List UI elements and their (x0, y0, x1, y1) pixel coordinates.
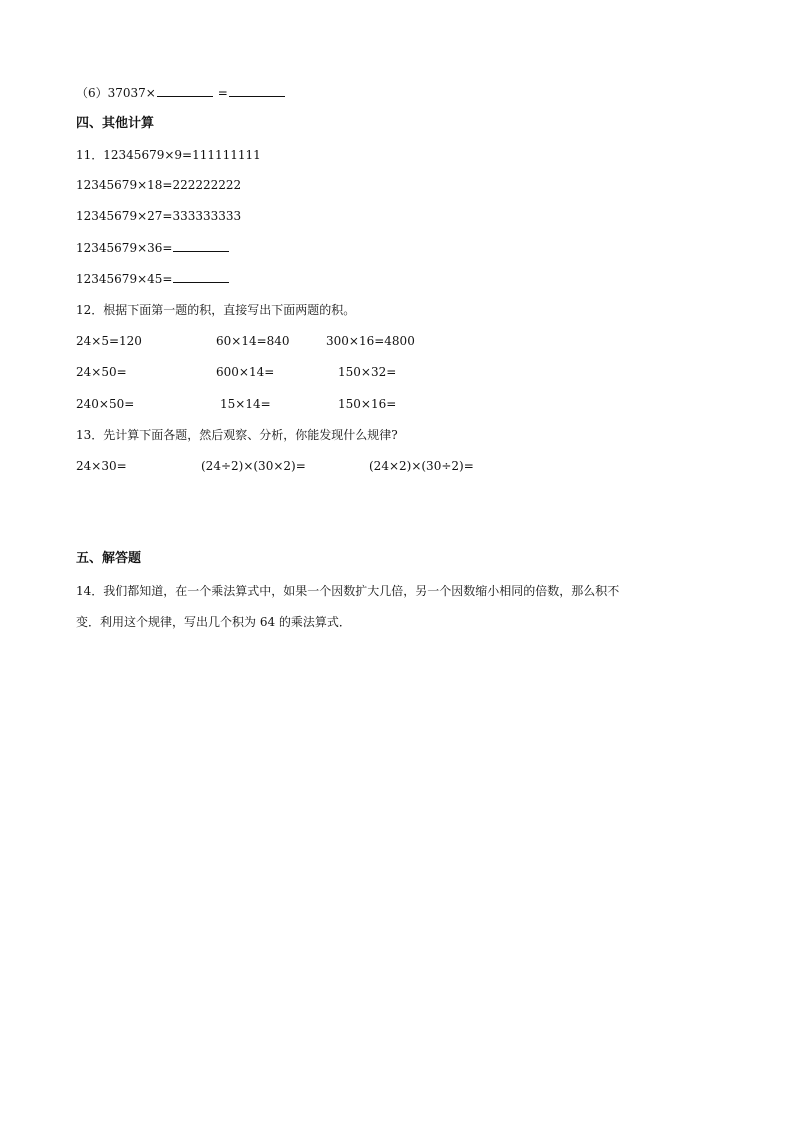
q13-item-3: (24×2)×(30÷2)= (369, 459, 474, 473)
q6-equals: = (217, 86, 228, 100)
q12-r1-c1: 24×5=120 (76, 334, 142, 348)
q12-r3-c1: 240×50= (76, 397, 135, 411)
q11-line-1: 11．12345679×9=111111111 (76, 148, 261, 162)
q14-line-2: 变．利用这个规律，写出几个积为 64 的乘法算式． (76, 615, 351, 629)
q12-r3-c2: 15×14= (220, 397, 271, 411)
q6-prefix: （6）37037× (76, 86, 156, 100)
q11-blank-36[interactable] (173, 240, 229, 252)
q11-line-4-text: 12345679×36= (76, 241, 173, 255)
q13-prompt: 13．先计算下面各题，然后观察、分析，你能发现什么规律? (76, 428, 398, 442)
q13-item-1: 24×30= (76, 459, 127, 473)
q11-line-3: 12345679×27=333333333 (76, 209, 242, 223)
q6-line (76, 85, 286, 101)
q6-blank-2[interactable] (229, 85, 285, 97)
q12-r1-c2: 60×14=840 (216, 334, 290, 348)
section-4-heading: 四、其他计算 (76, 116, 155, 131)
q12-r2-c2: 600×14= (216, 365, 275, 379)
q12-r2-c3: 150×32= (338, 365, 397, 379)
q14-line-1: 14．我们都知道，在一个乘法算式中，如果一个因数扩大几倍，另一个因数缩小相同的倍数，那么积不 (76, 584, 620, 598)
q11-blank-45[interactable] (173, 271, 229, 283)
q11-line-5 (76, 271, 230, 287)
q12-r2-c1: 24×50= (76, 365, 127, 379)
section-5-heading: 五、解答题 (76, 551, 142, 566)
q6-blank-1[interactable] (157, 85, 213, 97)
q12-r1-c3: 300×16=4800 (326, 334, 415, 348)
q11-line-5-text: 12345679×45= (76, 272, 173, 286)
q13-item-2: (24÷2)×(30×2)= (201, 459, 306, 473)
q12-prompt: 12．根据下面第一题的积，直接写出下面两题的积。 (76, 303, 356, 317)
q11-line-4 (76, 240, 230, 256)
q12-r3-c3: 150×16= (338, 397, 397, 411)
q11-line-2: 12345679×18=222222222 (76, 178, 242, 192)
